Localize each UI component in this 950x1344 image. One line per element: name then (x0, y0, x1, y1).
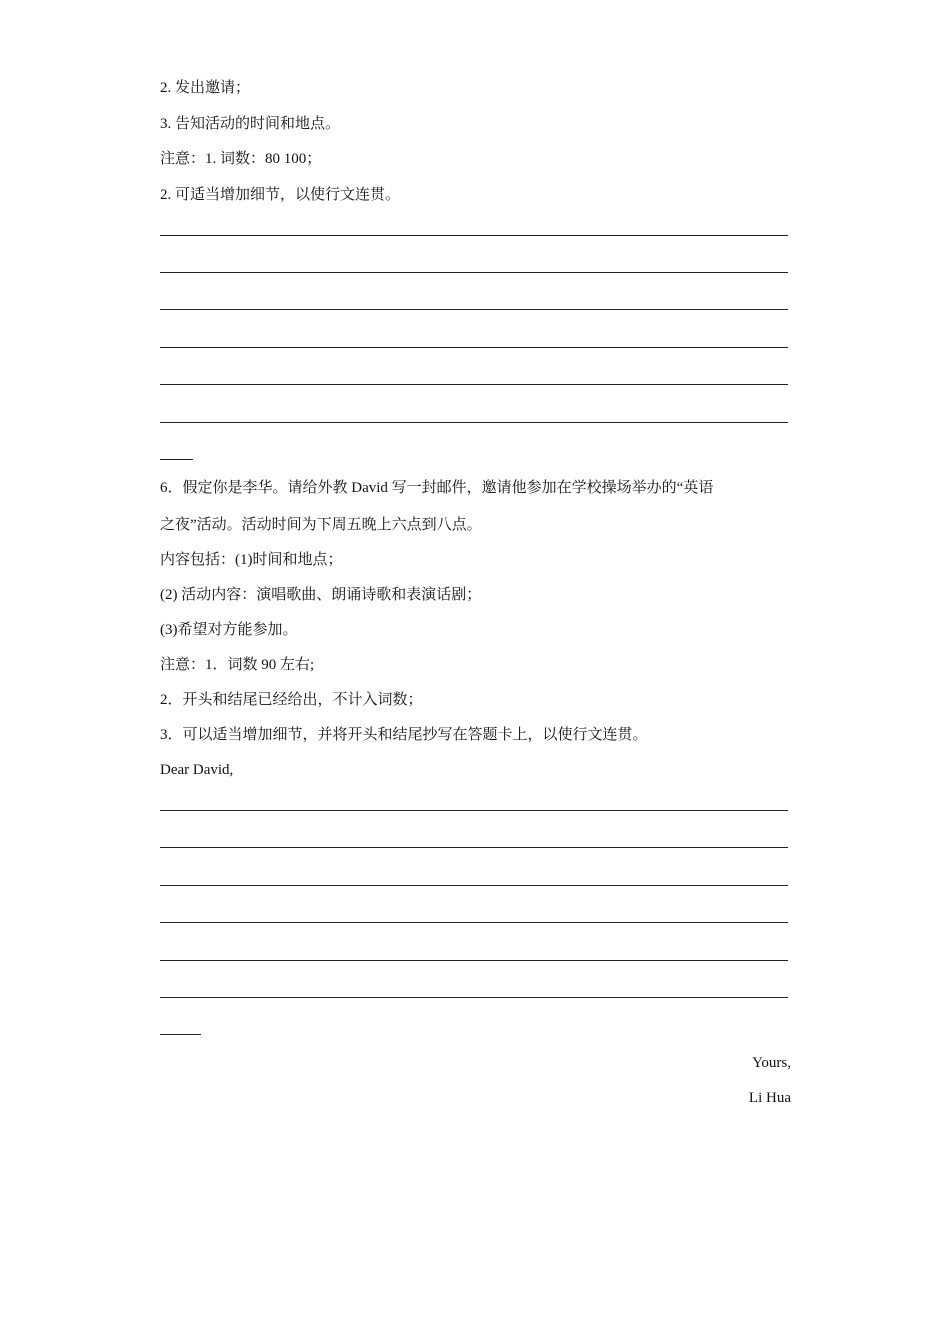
answer-line-end[interactable] (160, 1034, 201, 1035)
note-add-details: 3．可以适当增加细节，并将开头和结尾抄写在答题卡上，以使行文连贯。 (160, 727, 648, 743)
answer-line[interactable] (160, 384, 788, 385)
answer-line[interactable] (160, 997, 788, 998)
answer-line[interactable] (160, 847, 788, 848)
answer-line[interactable] (160, 422, 788, 423)
answer-line[interactable] (160, 885, 788, 886)
answer-line[interactable] (160, 235, 788, 236)
content-item-2: (2) 活动内容：演唱歌曲、朗诵诗歌和表演话剧； (160, 587, 482, 603)
answer-line[interactable] (160, 922, 788, 923)
note-word-count: 注意：1．词数 90 左右; (160, 657, 315, 673)
content-item-1: 内容包括：(1)时间和地点； (160, 552, 343, 568)
answer-line[interactable] (160, 810, 788, 811)
answer-line[interactable] (160, 960, 788, 961)
question-6-prompt-continued: 之夜”活动。活动时间为下周五晚上六点到八点。 (160, 517, 482, 533)
question-6-prompt: 6．假定你是李华。请给外教 David 写一封邮件，邀请他参加在学校操场举办的“英语 (160, 480, 714, 496)
letter-closing: Yours, (752, 1055, 791, 1071)
requirement-line-2: 2. 发出邀请； (160, 80, 251, 96)
answer-line-end[interactable] (160, 459, 193, 460)
answer-line[interactable] (160, 347, 788, 348)
answer-line[interactable] (160, 272, 788, 273)
letter-signature: Li Hua (748, 1090, 791, 1106)
note-word-count: 注意：1. 词数：80 100； (160, 151, 322, 167)
note-opening-closing: 2．开头和结尾已经给出，不计入词数； (160, 692, 423, 708)
content-item-3: (3)希望对方能参加。 (160, 622, 298, 638)
requirement-line-3: 3. 告知活动的时间和地点。 (160, 116, 341, 132)
answer-line[interactable] (160, 309, 788, 310)
note-add-details: 2. 可适当增加细节，以使行文连贯。 (160, 187, 401, 203)
letter-salutation: Dear David, (160, 762, 234, 778)
